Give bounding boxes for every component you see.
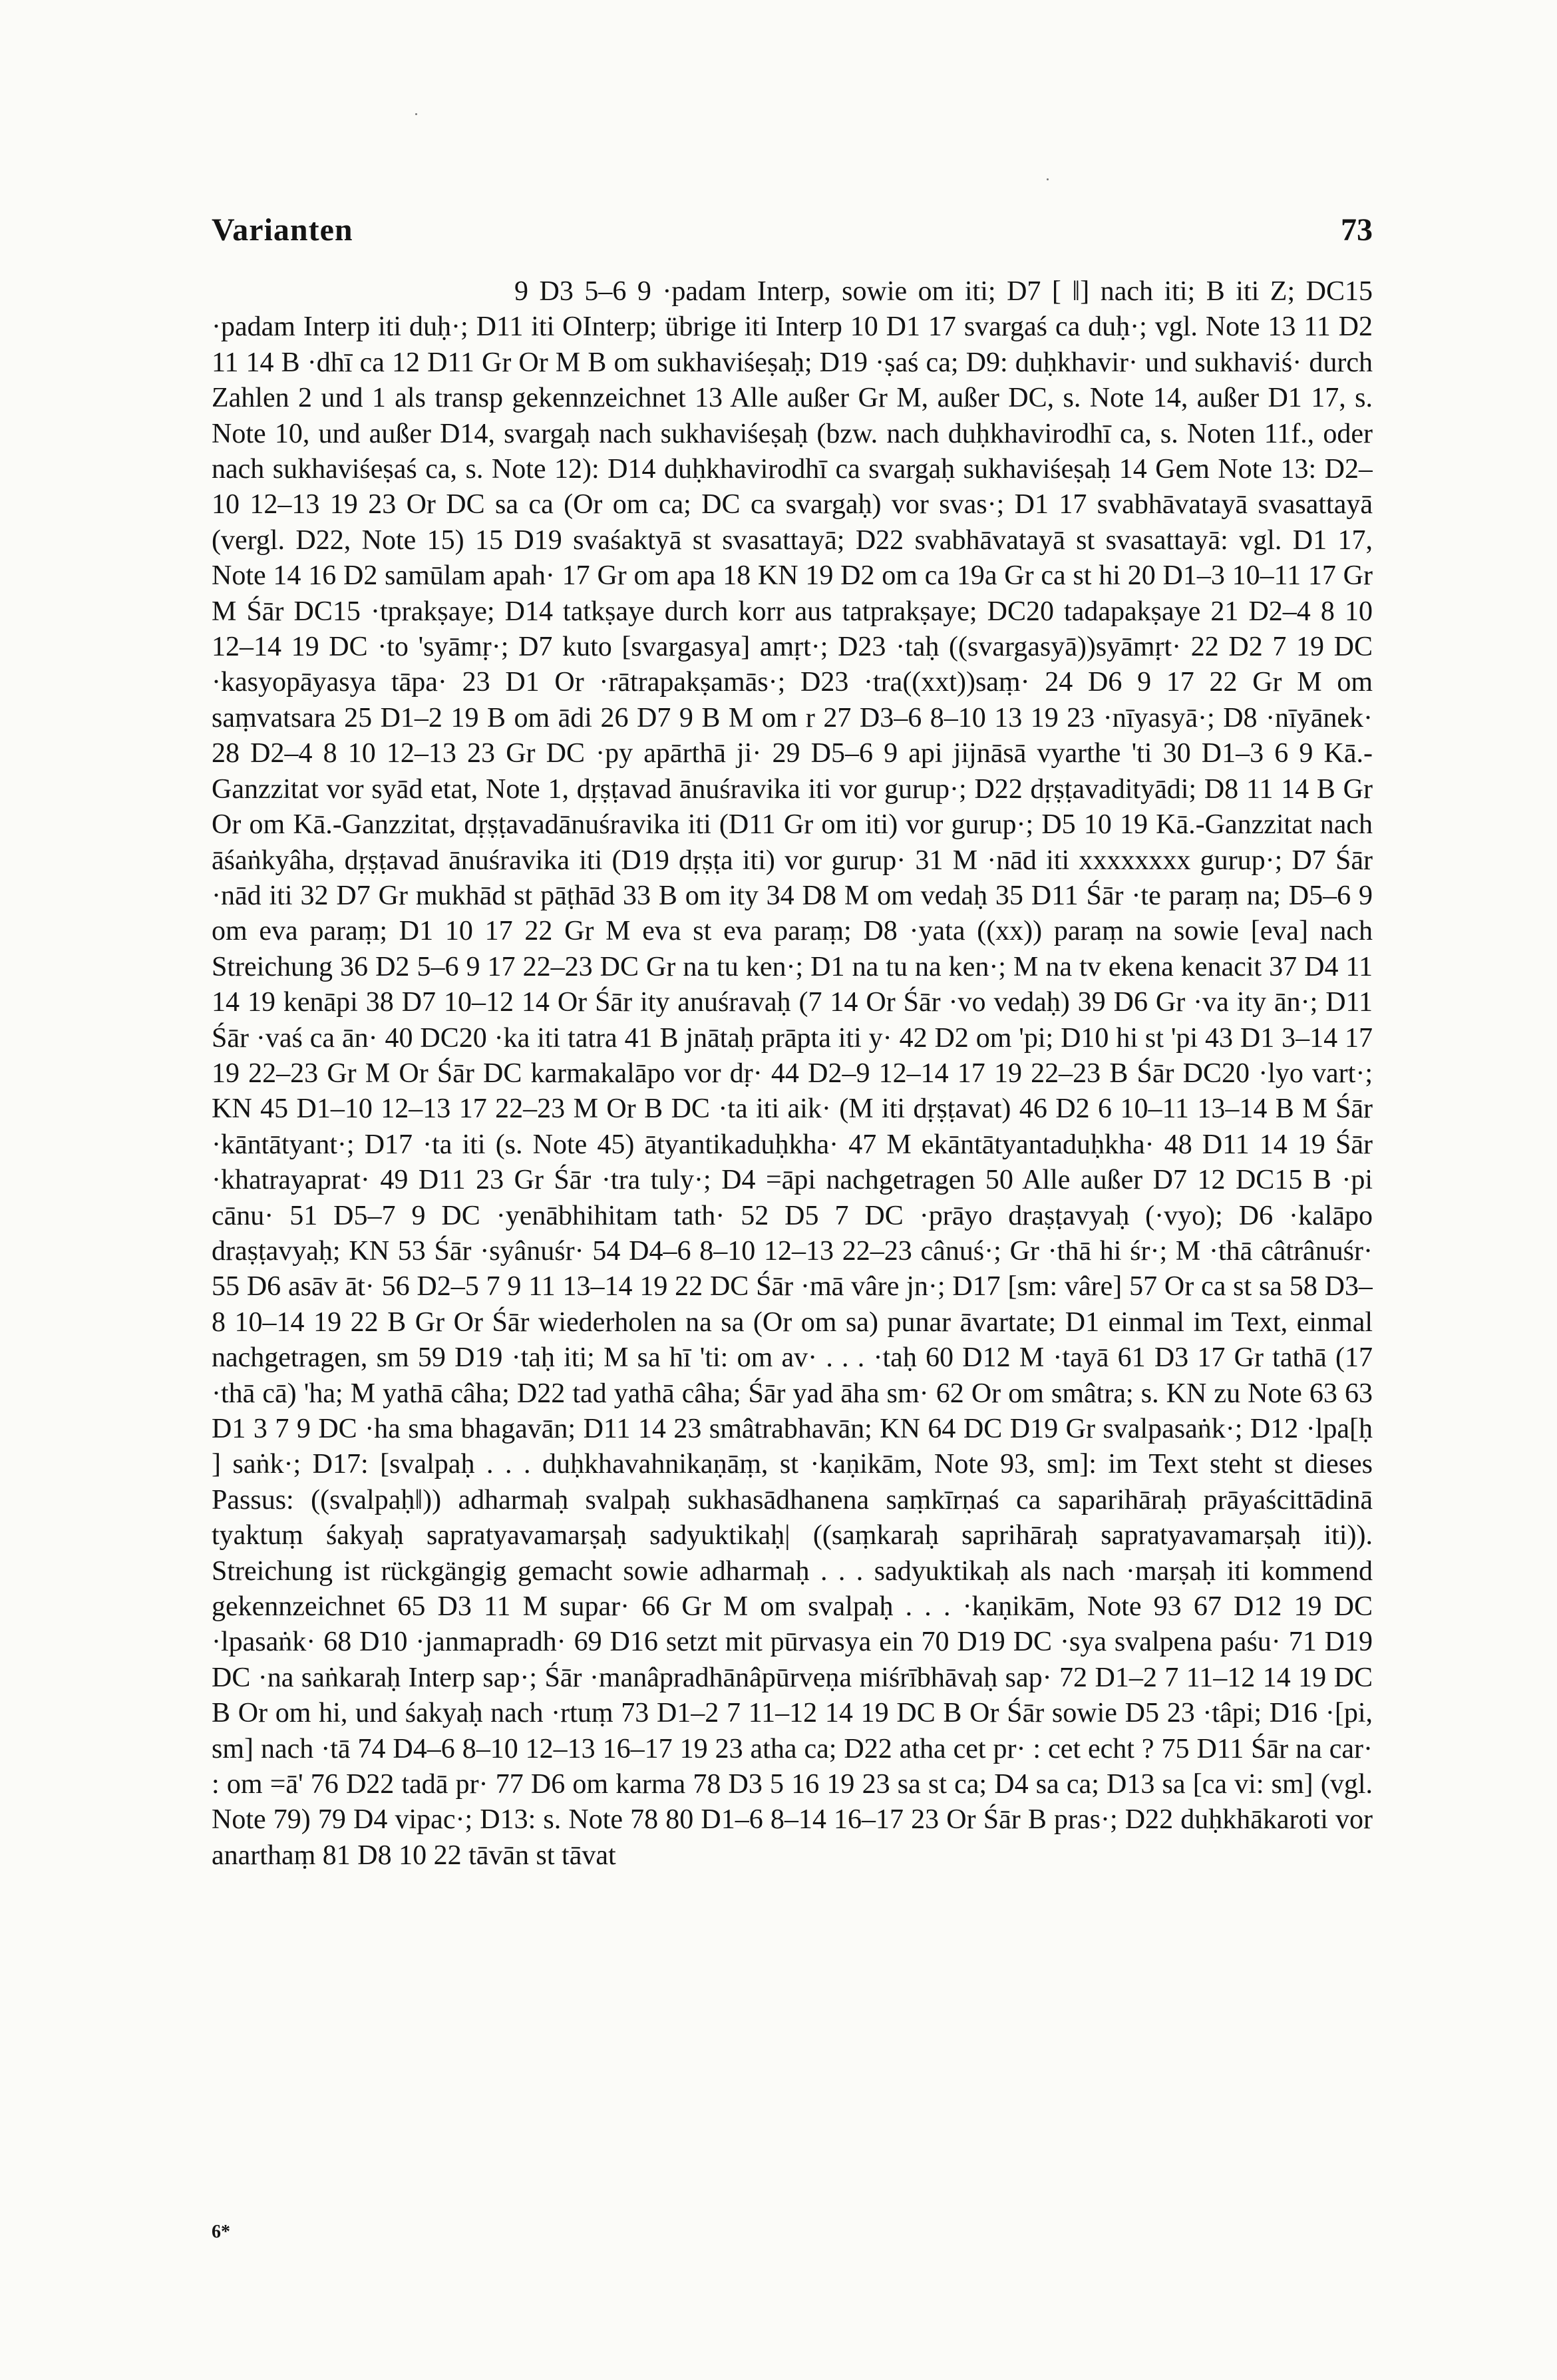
page-header [212, 212, 1373, 265]
page-number: 73 [1341, 212, 1373, 248]
running-head: Varianten [212, 212, 353, 248]
scan-dot [1047, 178, 1049, 180]
signature-mark: 6* [212, 2222, 230, 2242]
variant-apparatus: 9 D3 5–6 9 ·padam Interp, sowie om iti; D7 [ ‖] nach iti; B iti Z; DC15 ·padam Interp iti duḥ·; D11 iti OInterp; übrige iti Interp 10 D1 17 svargaś ca duḥ·; vgl. Note 13 11 D2 11 14 B ·dhī ca 12 D11 Gr Or M B om sukhaviśeṣaḥ; D19 ·ṣaś ca; D9: duḥkhavir· und sukhaviś· durch Zahlen 2 und 1 als transp gekennzeichnet 13 Alle außer Gr M, außer DC, s. Note 14, außer D1 17, s. Note 10, und außer D14, svargaḥ nach sukhaviśeṣaḥ (bzw. nach duḥkhavirodhī ca, s. Noten 11f., oder nach sukhaviśeṣaś ca, s. Note 12): D14 duḥkhavirodhī ca svargaḥ sukhaviśeṣaḥ 14 Gem Note 13: D2–10 12–13 19 23 Or DC sa ca (Or om ca; DC ca svargaḥ) vor svas·; D1 17 svabhāvatayā svasattayā (vergl. D22, Note 15) 15 D19 svaśaktyā st svasattayā; D22 svabhāvatayā st svasattayā: vgl. D1 17, Note 14 16 D2 samūlam apah· 17 Gr om apa 18 KN 19 D2 om ca 19a Gr ca st hi 20 D1–3 10–11 17 Gr M Śār DC15 ·tprakṣaye; D14 tatkṣaye durch korr aus tatprakṣaye; DC20 tadapakṣaye 21 D2–4 8 10 12–14 19 DC ·to 'syāmṛ·; D7 kuto [svargasya] amṛt·; D23 ·taḥ ((svargasyā))syāmṛt· 22 D2 7 19 DC ·kasyopāyasya tāpa· 23 D1 Or ·rātrapakṣamās·; D23 ·tra((xxt))saṃ· 24 D6 9 17 22 Gr M om saṃvatsara 25 D1–2 19 B om ādi 26 D7 9 B M om r 27 D3–6 8–10 13 19 23 ·nīyasyā·; D8 ·nīyānek· 28 D2–4 8 10 12–13 23 Gr DC ·py apārthā ji· 29 D5–6 9 api jijnāsā vyarthe 'ti 30 D1–3 6 9 Kā.-Ganzzitat vor syād etat, Note 1, dṛṣṭavad ānuśravika iti vor gurup·; D22 dṛṣṭavadityādi; D8 11 14 B Gr Or om Kā.-Ganzzitat, dṛṣṭavadānuśravika iti (D11 Gr om iti) vor gurup·; D5 10 19 Kā.-Ganzzitat nach āśaṅkyâha, dṛṣṭavad ānuśravika iti (D19 dṛṣṭa iti) vor gurup· 31 M ·nād iti xxxxxxxx gurup·; D7 Śār ·nād iti 32 D7 Gr mukhād st pāṭhād 33 B om ity 34 D8 M om vedaḥ 35 D11 Śār ·te paraṃ na; D5–6 9 om eva paraṃ; D1 10 17 22 Gr M eva st eva paraṃ; D8 ·yata ((xx)) paraṃ na sowie [eva] nach Streichung 36 D2 5–6 9 17 22–23 DC Gr na tu ken·; D1 na tu na ken·; M na tv ekena kenacit 37 D4 11 14 19 kenāpi 38 D7 10–12 14 Or Śār ity anuśravaḥ (7 14 Or Śār ·vo vedaḥ) 39 D6 Gr ·va ity ān·; D11 Śār ·vaś ca ān· 40 DC20 ·ka iti tatra 41 B jnātaḥ prāpta iti y· 42 D2 om 'pi; D10 hi st 'pi 43 D1 3–14 17 19 22–23 Gr M Or Śār DC karmakalāpo vor dṛ· 44 D2–9 12–14 17 19 22–23 B Śār DC20 ·lyo vart·; KN 45 D1–10 12–13 17 22–23 M Or B DC ·ta iti aik· (M iti dṛṣṭavat) 46 D2 6 10–11 13–14 B M Śār ·kāntātyant·; D17 ·ta iti (s. Note 45) ātyantikaduḥkha· 47 M ekāntātyantaduḥkha· 48 D11 14 19 Śār ·khatrayaprat· 49 D11 23 Gr Śār ·tra tuly·; D4 =āpi nachgetragen 50 Alle außer D7 12 DC15 B ·pi cānu· 51 D5–7 9 DC ·yenābhihitam tath· 52 D5 7 DC ·prāyo draṣṭavyaḥ (·vyo); D6 ·kalāpo draṣṭavyaḥ; KN 53 Śār ·syânuśr· 54 D4–6 8–10 12–13 22–23 cânuś·; Gr ·thā hi śr·; M ·thā câtrânuśr· 55 D6 asāv āt· 56 D2–5 7 9 11 13–14 19 22 DC Śār ·mā vâre jn·; D17 [sm: vâre] 57 Or ca st sa 58 D3–8 10–14 19 22 B Gr Or Śār wiederholen na sa (Or om sa) punar āvartate; D1 einmal im Text, einmal nachgetragen, sm 59 D19 ·taḥ iti; M sa hī 'ti: om av· . . . ·taḥ 60 D12 M ·tayā 61 D3 17 Gr tathā (17 ·thā cā) 'ha; M yathā câha; D22 tad yathā câha; Śār yad āha sm· 62 Or om smâtra; s. KN zu Note 63 63 D1 3 7 9 DC ·ha sma bhagavān; D11 14 23 smâtrabhavān; KN 64 DC D19 Gr svalpasaṅk·; D12 ·lpa[ḥ ] saṅk·; D17: [svalpaḥ . . . duḥkhavahnikaṇāṃ, st ·kaṇikām, Note 93, sm]: im Text steht st dieses Passus: ((svalpaḥ‖)) adharmaḥ svalpaḥ sukhasādhanena saṃkīrṇaś ca saparihāraḥ prāyaścittādinā tyaktuṃ śakyaḥ sapratyavamarṣaḥ sadyuktikaḥ| ((saṃkaraḥ saprihāraḥ sapratyavamarṣaḥ iti)). Streichung ist rückgängig gemacht sowie adharmaḥ . . . sadyuktikaḥ als nach ·marṣaḥ iti kommend gekennzeichnet 65 D3 11 M supar· 66 Gr M om svalpaḥ . . . ·kaṇikām, Note 93 67 D12 19 DC ·lpasaṅk· 68 D10 ·janmapradh· 69 D16 setzt mit pūrvasya ein 70 D19 DC ·sya svalpena paśu· 71 D19 DC ·na saṅkaraḥ Interp sap·; Śār ·manâpradhānâpūrveṇa miśrībhāvaḥ sap· 72 D1–2 7 11–12 14 19 DC B Or om hi, und śakyaḥ nach ·rtuṃ 73 D1–2 7 11–12 14 19 DC B Or Śār sowie D5 23 ·tâpi; D16 ·[pi, sm] nach ·tā 74 D4–6 8–10 12–13 16–17 19 23 atha ca; D22 atha cet pr· : cet echt ? 75 D11 Śār na car· : om =ā' 76 D22 tadā pr· 77 D6 om karma 78 D3 5 16 19 23 sa st ca; D4 sa ca; D13 sa [ca vi: sm] (vgl. Note 79) 79 D4 vipac·; D13: s. Note 78 80 D1–6 8–14 16–17 23 Or Śār B pras·; D22 duḥkhākaroti vor anarthaṃ 81 D8 10 22 tāvān st tāvat [212, 276, 1373, 1871]
scan-dot [415, 113, 417, 115]
